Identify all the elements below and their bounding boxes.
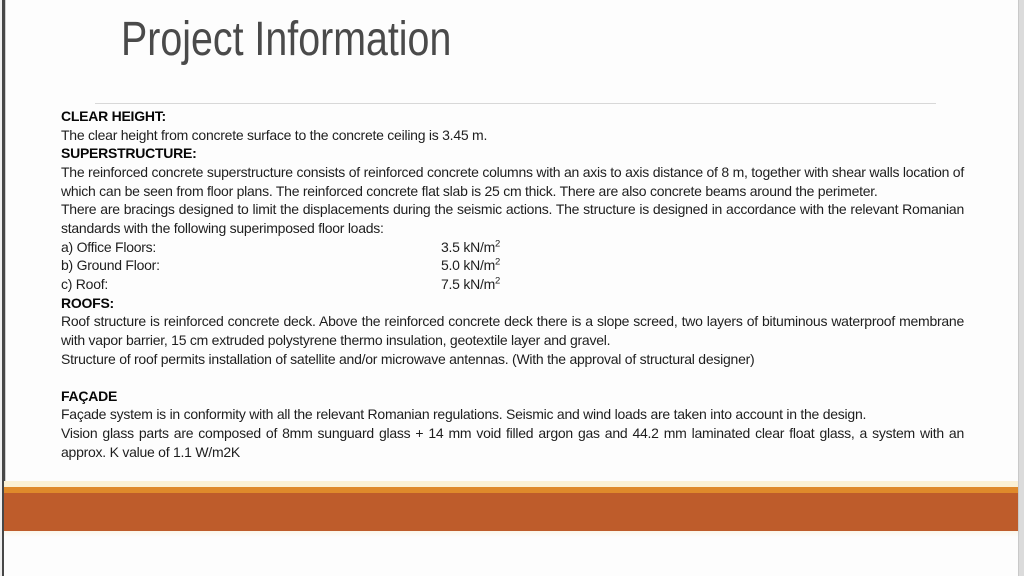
- superstructure-paragraph-1: The reinforced concrete superstructure consists of reinforced concrete columns with an axis to axis distance of 8 m, together with shear walls location of which can be seen from floor plans. The reinforced concrete flat slab is 25 cm thick. There are also concrete beams around the perimeter.: [61, 163, 964, 199]
- load-value: [441, 239, 500, 255]
- roofs-paragraph-1: Roof structure is reinforced concrete deck. Above the reinforced concrete deck there is a slope screed, two layers of bituminous waterproof membrane with vapor barrier, 15 cm extruded polystyrene thermo insulation, geotextile layer and gravel.: [61, 313, 964, 348]
- load-value-superscript: 2: [495, 256, 501, 268]
- load-value-number: 3.5 kN/m: [441, 238, 496, 255]
- load-value: [441, 276, 500, 292]
- slide-body: [61, 107, 964, 461]
- load-value-superscript: 2: [495, 275, 501, 287]
- load-row-roof: [61, 275, 964, 294]
- section-heading-roofs: ROOFS:: [61, 294, 114, 311]
- section-heading-facade: FAÇADE: [61, 387, 118, 404]
- superstructure-paragraph-2: There are bracings designed to limit the displacements during the seismic actions. The structure is designed in accordance with the relevant Romanian standards with the following superimposed floor loads:: [61, 201, 964, 236]
- facade-paragraph-1: Façade system is in conformity with all the relevant Romanian regulations. Seismic and wind loads are taken into account in the design.: [61, 406, 867, 423]
- photo-right-edge: [1018, 0, 1024, 576]
- clear-height-paragraph: The clear height from concrete surface to the concrete ceiling is 3.45 m.: [61, 126, 488, 143]
- load-label: c) Roof:: [61, 275, 109, 292]
- load-value-number: 7.5 kN/m: [441, 275, 496, 292]
- roofs-paragraph-2: Structure of roof permits installation of satellite and/or microwave antennas. (With the approval of structural designer): [61, 350, 755, 367]
- section-heading-clear-height: CLEAR HEIGHT:: [61, 108, 166, 124]
- slide-title: Project Information: [121, 13, 452, 66]
- footer-whitespace: [4, 531, 1018, 576]
- accent-band-rust: [4, 493, 1018, 531]
- load-row-office-floors: [61, 238, 964, 257]
- load-row-ground-floor: [61, 256, 964, 275]
- facade-paragraph-2: Vision glass parts are composed of 8mm sunguard glass + 14 mm void filled argon gas and 44.2 mm laminated clear float glass, a system with an approx. K value of 1.1 W/m2K: [61, 425, 964, 460]
- load-value-superscript: 2: [495, 237, 501, 249]
- section-heading-superstructure: SUPERSTRUCTURE:: [61, 145, 197, 162]
- load-label: b) Ground Floor:: [61, 257, 160, 274]
- title-divider: [95, 103, 936, 104]
- load-label: a) Office Floors:: [61, 238, 157, 255]
- load-value: [441, 257, 500, 273]
- load-value-number: 5.0 kN/m: [441, 257, 496, 274]
